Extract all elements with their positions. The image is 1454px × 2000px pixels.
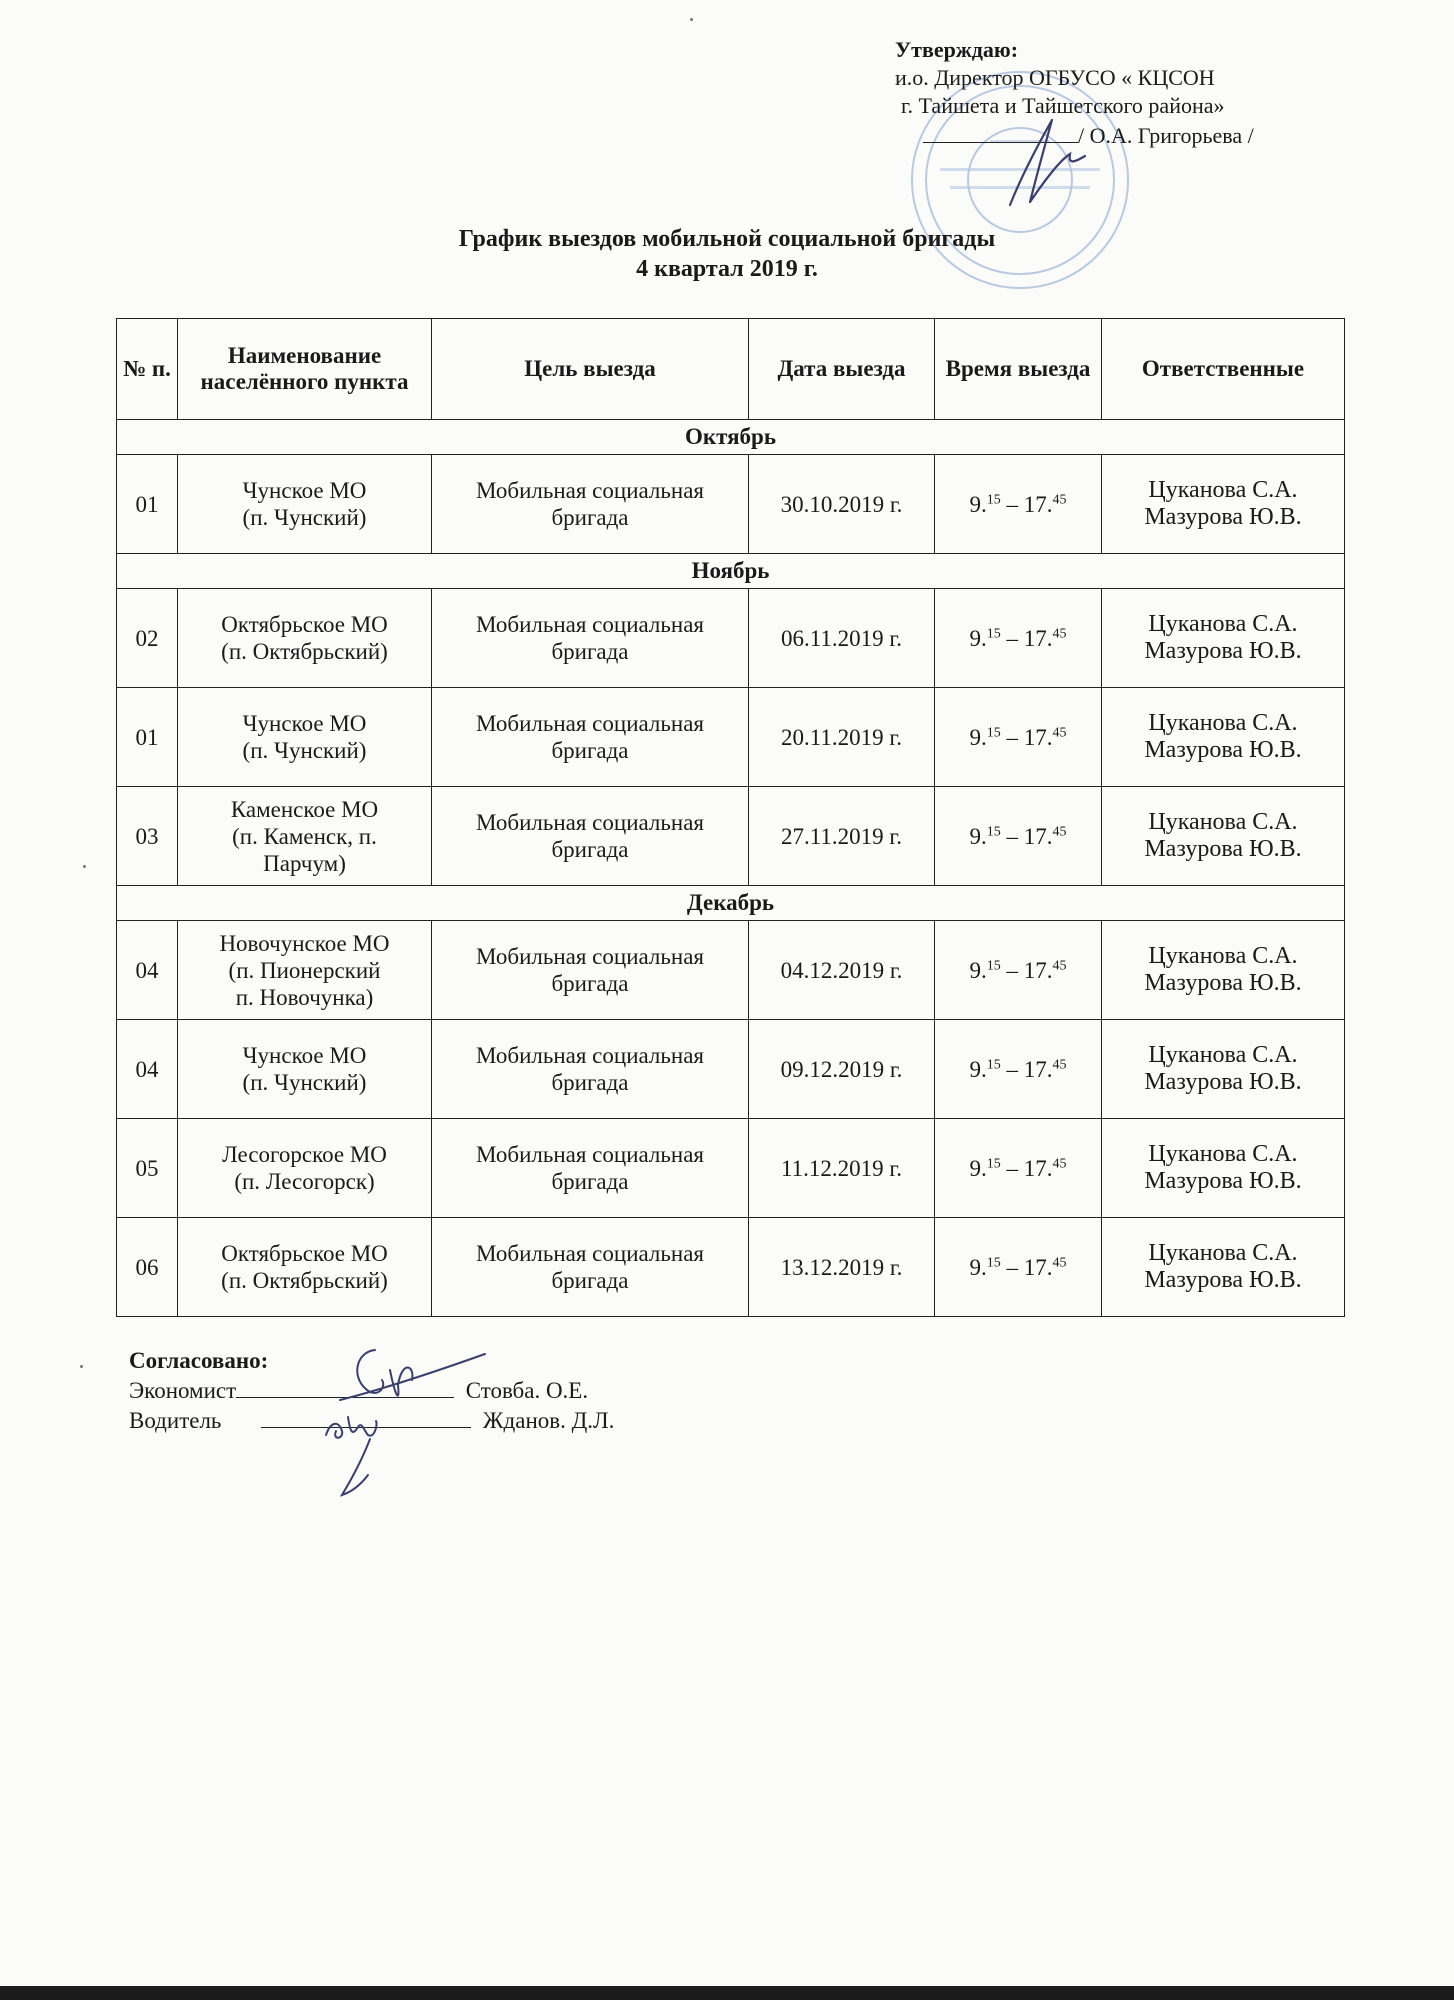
row-date: 04.12.2019 г.	[749, 921, 935, 1020]
responsible-person: Цуканова С.А.	[1148, 1141, 1298, 1167]
time-separator: – 17.	[1000, 1254, 1053, 1280]
row-time	[935, 1119, 1102, 1218]
responsible-person: Цуканова С.А.	[1148, 1240, 1298, 1266]
schedule-body	[117, 420, 1345, 1317]
time-separator: – 17.	[1000, 491, 1053, 517]
month-row	[117, 420, 1345, 455]
responsible-person: Мазурова Ю.В.	[1144, 970, 1302, 996]
approval-signer: / О.А. Григорьева /	[1078, 123, 1254, 148]
row-date: 30.10.2019 г.	[749, 455, 935, 554]
row-place	[178, 1119, 432, 1218]
month-label: Ноябрь	[117, 554, 1345, 589]
responsible-person: Цуканова С.А.	[1148, 1042, 1298, 1068]
row-date: 27.11.2019 г.	[749, 787, 935, 886]
driver-name: Жданов. Д.Л.	[482, 1408, 615, 1433]
row-time	[935, 921, 1102, 1020]
table-row	[117, 1218, 1345, 1317]
month-row	[117, 554, 1345, 589]
approval-organization: г. Тайшета и Тайшетского района»	[901, 93, 1225, 118]
time-end-minutes: 45	[1052, 957, 1067, 973]
time-start-minutes: 15	[986, 957, 1001, 973]
row-number: 01	[117, 455, 178, 554]
row-purpose: Мобильная социальная бригада	[432, 787, 749, 886]
row-place	[178, 1020, 432, 1119]
row-purpose: Мобильная социальная бригада	[432, 1218, 749, 1317]
place-line: Октябрьское МО	[221, 612, 388, 637]
row-number: 04	[117, 921, 178, 1020]
scan-speck	[80, 1365, 83, 1368]
month-label: Октябрь	[117, 420, 1345, 455]
time-end-minutes: 45	[1052, 625, 1067, 641]
time-separator: – 17.	[1000, 1155, 1053, 1181]
place-line: (п. Октябрьский)	[221, 639, 388, 664]
responsible-person: Мазурова Ю.В.	[1144, 1168, 1302, 1194]
row-number: 05	[117, 1119, 178, 1218]
header-time: Время выезда	[935, 319, 1102, 420]
place-line: п. Новочунка)	[235, 984, 374, 1010]
place-line: Лесогорское МО	[222, 1142, 387, 1167]
row-number: 04	[117, 1020, 178, 1119]
row-responsible	[1102, 1119, 1345, 1218]
time-end-minutes: 45	[1052, 823, 1067, 839]
row-responsible	[1102, 1218, 1345, 1317]
responsible-person: Мазурова Ю.В.	[1144, 638, 1302, 664]
responsible-person: Цуканова С.А.	[1148, 477, 1298, 503]
table-row	[117, 589, 1345, 688]
driver-role: Водитель	[129, 1408, 222, 1433]
approval-block	[895, 36, 1355, 150]
time-start-minutes: 15	[986, 1254, 1001, 1270]
row-date: 09.12.2019 г.	[749, 1020, 935, 1119]
responsible-person: Мазурова Ю.В.	[1144, 836, 1302, 862]
row-purpose: Мобильная социальная бригада	[432, 921, 749, 1020]
time-end-minutes: 45	[1052, 724, 1067, 740]
agreed-title: Согласовано:	[129, 1348, 269, 1373]
document-title-block	[0, 224, 1454, 284]
time-start: 9.	[969, 1155, 987, 1181]
table-row	[117, 455, 1345, 554]
table-header-row	[117, 319, 1345, 420]
row-place	[178, 455, 432, 554]
time-separator: – 17.	[1000, 1056, 1053, 1082]
responsible-person: Цуканова С.А.	[1148, 809, 1298, 835]
time-start-minutes: 15	[986, 823, 1001, 839]
place-line: (п. Каменск, п.	[232, 823, 377, 849]
row-responsible	[1102, 787, 1345, 886]
economist-signature	[320, 1340, 490, 1410]
approval-signature-line	[923, 120, 1355, 150]
month-label: Декабрь	[117, 886, 1345, 921]
place-line: Чунское МО	[242, 478, 367, 503]
place-line: (п. Чунский)	[242, 738, 367, 763]
row-responsible	[1102, 1020, 1345, 1119]
time-start: 9.	[969, 957, 987, 983]
month-row	[117, 886, 1345, 921]
responsible-person: Мазурова Ю.В.	[1144, 1267, 1302, 1293]
row-place	[178, 688, 432, 787]
document-title: График выездов мобильной социальной бригады	[458, 226, 996, 252]
time-separator: – 17.	[1000, 823, 1053, 849]
place-line: Парчум)	[263, 850, 346, 876]
director-signature	[990, 110, 1100, 220]
place-line: (п. Чунский)	[242, 1070, 367, 1095]
time-start: 9.	[969, 823, 987, 849]
row-responsible	[1102, 589, 1345, 688]
responsible-person: Мазурова Ю.В.	[1144, 1069, 1302, 1095]
row-place	[178, 787, 432, 886]
row-purpose: Мобильная социальная бригада	[432, 589, 749, 688]
header-responsible: Ответственные	[1102, 319, 1345, 420]
row-purpose: Мобильная социальная бригада	[432, 455, 749, 554]
row-responsible	[1102, 921, 1345, 1020]
time-separator: – 17.	[1000, 724, 1053, 750]
schedule-table	[116, 318, 1345, 1317]
time-separator: – 17.	[1000, 957, 1053, 983]
responsible-person: Мазурова Ю.В.	[1144, 737, 1302, 763]
economist-name: Стовба. О.Е.	[465, 1378, 589, 1403]
place-line: Октябрьское МО	[221, 1241, 388, 1266]
time-start-minutes: 15	[986, 491, 1001, 507]
row-purpose: Мобильная социальная бригада	[432, 1020, 749, 1119]
responsible-person: Мазурова Ю.В.	[1144, 504, 1302, 530]
table-row	[117, 1119, 1345, 1218]
time-start: 9.	[969, 1056, 987, 1082]
row-place	[178, 589, 432, 688]
time-separator: – 17.	[1000, 625, 1053, 651]
place-line: (п. Пионерский	[228, 957, 381, 983]
time-start-minutes: 15	[986, 724, 1001, 740]
time-start-minutes: 15	[986, 1056, 1001, 1072]
row-number: 06	[117, 1218, 178, 1317]
table-row	[117, 1020, 1345, 1119]
place-line: (п. Чунский)	[242, 505, 367, 530]
responsible-person: Цуканова С.А.	[1148, 943, 1298, 969]
row-date: 13.12.2019 г.	[749, 1218, 935, 1317]
responsible-person: Цуканова С.А.	[1148, 710, 1298, 736]
time-end-minutes: 45	[1052, 1155, 1067, 1171]
time-end-minutes: 45	[1052, 1056, 1067, 1072]
scan-speck	[690, 18, 693, 21]
time-start-minutes: 15	[986, 625, 1001, 641]
row-number: 01	[117, 688, 178, 787]
row-time	[935, 589, 1102, 688]
schedule-table-wrap	[116, 318, 1345, 1317]
row-number: 02	[117, 589, 178, 688]
time-start: 9.	[969, 724, 987, 750]
time-end-minutes: 45	[1052, 1254, 1067, 1270]
row-date: 20.11.2019 г.	[749, 688, 935, 787]
approval-position: и.о. Директор ОГБУСО « КЦСОН	[895, 65, 1215, 90]
place-line: (п. Октябрьский)	[221, 1268, 388, 1293]
table-row	[117, 787, 1345, 886]
time-start-minutes: 15	[986, 1155, 1001, 1171]
row-time	[935, 1020, 1102, 1119]
row-time	[935, 1218, 1102, 1317]
place-line: (п. Лесогорск)	[234, 1169, 375, 1194]
place-line: Чунское МО	[242, 711, 367, 736]
approval-title: Утверждаю:	[895, 37, 1019, 62]
header-purpose: Цель выезда	[432, 319, 749, 420]
row-date: 11.12.2019 г.	[749, 1119, 935, 1218]
row-purpose: Мобильная социальная бригада	[432, 688, 749, 787]
row-responsible	[1102, 688, 1345, 787]
place-line: Новочунское МО	[219, 930, 390, 956]
time-start: 9.	[969, 625, 987, 651]
row-date: 06.11.2019 г.	[749, 589, 935, 688]
header-place: Наименование населённого пункта	[178, 319, 432, 420]
place-line: Чунское МО	[242, 1043, 367, 1068]
table-row	[117, 688, 1345, 787]
table-row	[117, 921, 1345, 1020]
row-time	[935, 455, 1102, 554]
row-responsible	[1102, 455, 1345, 554]
row-number: 03	[117, 787, 178, 886]
scan-edge	[0, 1986, 1454, 2000]
row-place	[178, 921, 432, 1020]
scan-speck	[83, 865, 86, 868]
driver-signature	[318, 1405, 408, 1505]
document-subtitle: 4 квартал 2019 г.	[636, 256, 818, 282]
place-line: Каменское МО	[230, 796, 379, 822]
responsible-person: Цуканова С.А.	[1148, 611, 1298, 637]
time-end-minutes: 45	[1052, 491, 1067, 507]
economist-role: Экономист	[129, 1378, 237, 1403]
row-time	[935, 688, 1102, 787]
time-start: 9.	[969, 1254, 987, 1280]
row-purpose: Мобильная социальная бригада	[432, 1119, 749, 1218]
time-start: 9.	[969, 491, 987, 517]
row-time	[935, 787, 1102, 886]
header-num: № п.	[117, 319, 178, 420]
header-date: Дата выезда	[749, 319, 935, 420]
row-place	[178, 1218, 432, 1317]
